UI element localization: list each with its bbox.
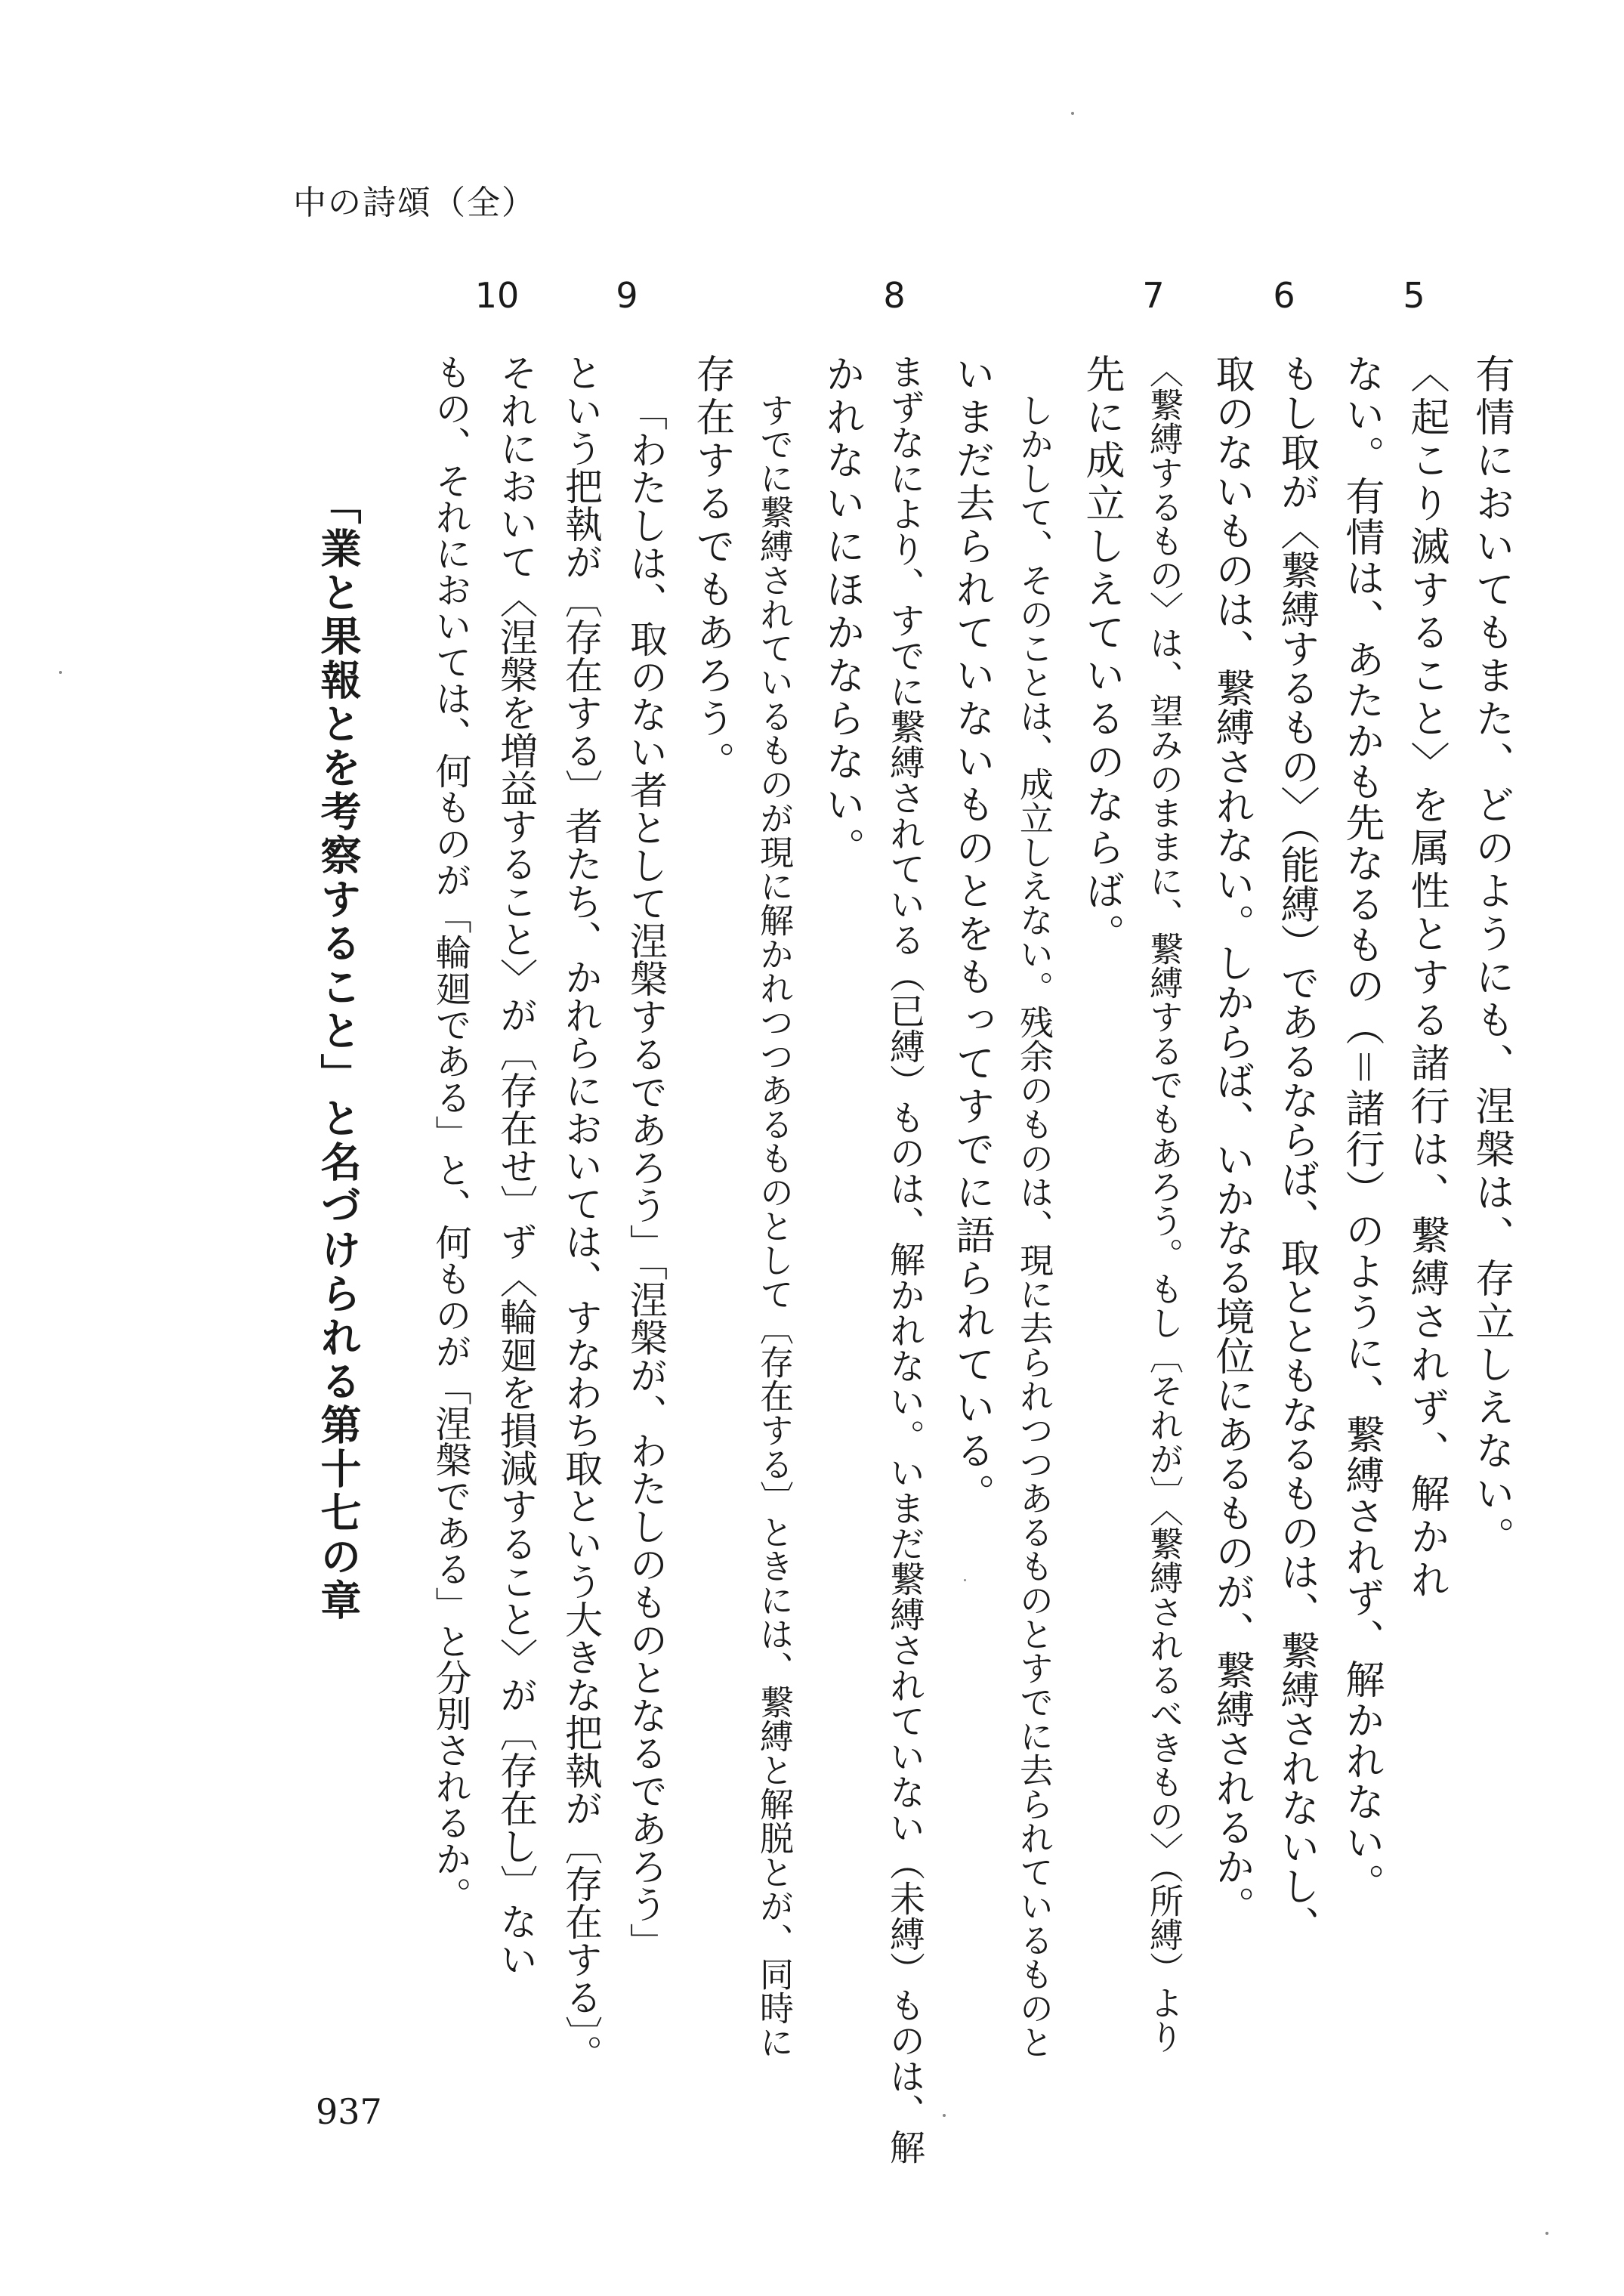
text-line: 存在するでもあろう。 (689, 354, 734, 784)
page-number: 937 (316, 2091, 382, 2132)
text-line: もし取が〈繋縛するもの〉（能縛）であるならば、取とともなるものは、繋縛されないし、 (1274, 354, 1319, 1945)
verse-number: 5 (1403, 275, 1425, 316)
verse-number: 10 (474, 275, 520, 316)
verse-number: 7 (1142, 275, 1165, 316)
text-line: それにおいて〈涅槃を増益すること〉が〔存在せ〕ず〈輪廻を損減すること〉が〔存在し〕ない (494, 354, 538, 1978)
text-line: 有情においてもまた、どのようにも、涅槃は、存立しえない。 (1468, 354, 1514, 1559)
text-line: 〈起こり滅すること〉を属性とする諸行は、繋縛されず、解かれ (1403, 354, 1449, 1602)
text-line: ない。有情は、あたかも先なるもの（＝諸行）のように、繋縛されず、解かれない。 (1338, 354, 1384, 1904)
text-line: すでに繋縛されているものが現に解かれつつあるものとして〔存在する〕ときには、繋縛と解脱とが、同時に (754, 393, 794, 2059)
scan-speck (1071, 112, 1074, 115)
text-line: 取のないものは、繋縛されない。しからば、いかなる境位にあるものが、繋縛されるか。 (1209, 354, 1254, 1925)
verse-number: 9 (616, 275, 638, 316)
text-line: という把執が〔存在する〕者たち、かれらにおいては、すなわち取という大きな把執が〔存在する〕。 (559, 354, 603, 2072)
text-line: かれないにほかならない。 (819, 354, 864, 870)
text-line: 〈繋縛するもの〉は、望みのままに、繋縛するでもあろう。もし〔それが〕〈繋縛されるべきもの〉（所縛）より (1144, 354, 1184, 2053)
scan-speck (943, 2114, 946, 2117)
text-line: 先に成立しえているのならば。 (1079, 354, 1124, 956)
text-line: もの、それにおいては、何ものが「輪廻である」と、何ものが「涅槃である」と分別されるか。 (429, 354, 471, 1913)
text-line: しかして、そのことは、成立しえない。残余のものは、現に去られつつあるものとすでに去られているものと (1014, 393, 1054, 2059)
verse-number: 6 (1273, 275, 1295, 316)
chapter-title: 「業と果報とを考察すること」と名づけられる第十七の章 (314, 484, 362, 1623)
scan-speck (1545, 2232, 1548, 2235)
scan-speck (59, 671, 62, 674)
text-line: いまだ去られていないものとをもってすでに語られている。 (949, 354, 994, 1516)
verse-number: 8 (883, 275, 906, 316)
text-line: まずなにより、すでに繋縛されている（已縛）ものは、解かれない。いまだ繋縛されていない（未縛）ものは、解 (884, 354, 925, 2165)
text-line: 「わたしは、取のない者として涅槃するであろう」「涅槃が、わたしのものとなるであろう」 (624, 393, 668, 1961)
running-head: 中の詩頌（全） (293, 184, 536, 222)
scan-speck (964, 1579, 966, 1581)
